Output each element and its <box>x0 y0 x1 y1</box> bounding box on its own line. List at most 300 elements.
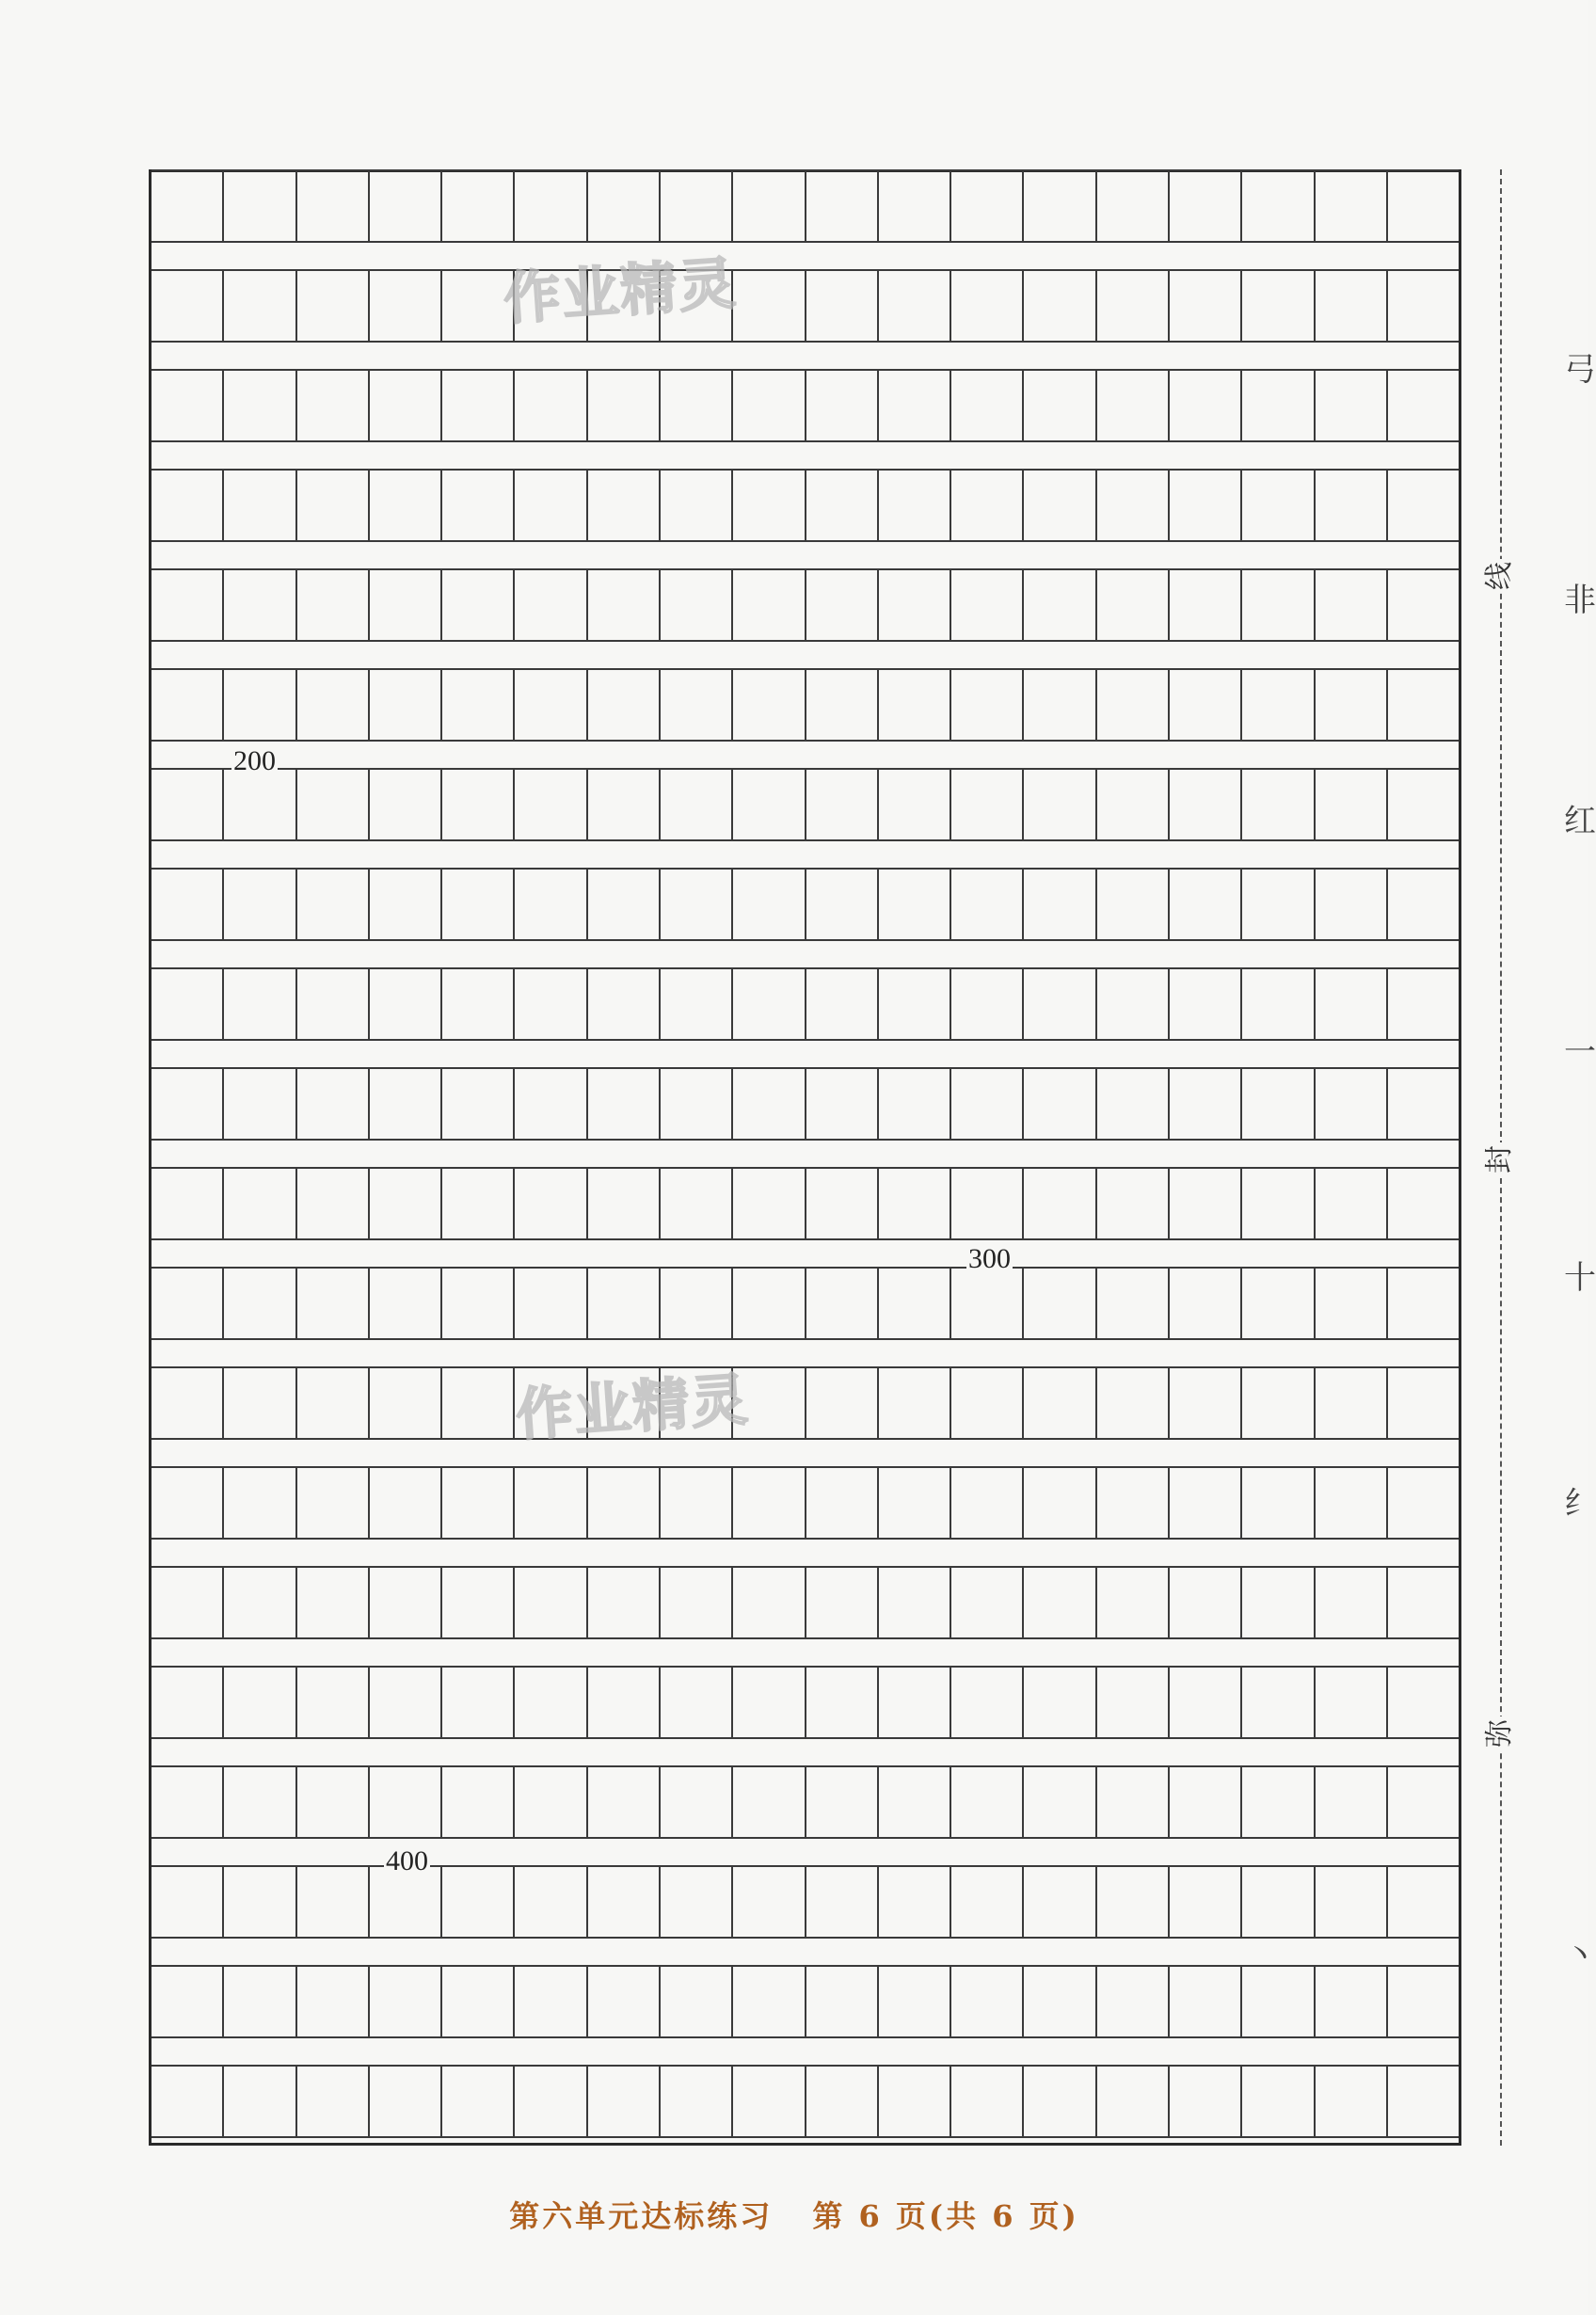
grid-cell[interactable] <box>297 969 370 1039</box>
grid-cell[interactable] <box>806 471 879 540</box>
grid-cell[interactable] <box>806 1368 879 1438</box>
grid-cell[interactable] <box>152 969 224 1039</box>
grid-cell[interactable] <box>515 969 587 1039</box>
grid-cell[interactable] <box>951 2067 1024 2136</box>
grid-cell[interactable] <box>370 1967 442 2036</box>
grid-cell[interactable] <box>515 1967 587 2036</box>
grid-cell[interactable] <box>1316 1468 1388 1538</box>
grid-cell[interactable] <box>1170 1269 1242 1338</box>
grid-cell[interactable] <box>1024 670 1096 740</box>
grid-cell[interactable] <box>224 670 296 740</box>
grid-cell[interactable] <box>951 1568 1024 1637</box>
grid-cell[interactable] <box>1242 2067 1315 2136</box>
grid-cell[interactable] <box>442 1967 515 2036</box>
grid-cell[interactable] <box>442 1568 515 1637</box>
grid-cell[interactable] <box>1097 1767 1170 1837</box>
grid-cell[interactable] <box>224 1867 296 1937</box>
grid-cell[interactable] <box>1388 1867 1459 1937</box>
grid-cell[interactable] <box>806 1069 879 1139</box>
grid-cell[interactable] <box>733 471 806 540</box>
grid-cell[interactable] <box>879 271 951 341</box>
grid-cell[interactable] <box>224 770 296 839</box>
grid-cell[interactable] <box>442 670 515 740</box>
grid-cell[interactable] <box>1097 969 1170 1039</box>
grid-cell[interactable] <box>297 1368 370 1438</box>
grid-cell[interactable] <box>806 570 879 640</box>
grid-cell[interactable] <box>733 670 806 740</box>
grid-cell[interactable] <box>1242 770 1315 839</box>
grid-cell[interactable] <box>224 1069 296 1139</box>
grid-cell[interactable] <box>733 1767 806 1837</box>
grid-cell[interactable] <box>515 1468 587 1538</box>
grid-cell[interactable] <box>515 171 587 241</box>
grid-cell[interactable] <box>224 371 296 440</box>
grid-cell[interactable] <box>951 1169 1024 1238</box>
grid-cell[interactable] <box>515 1269 587 1338</box>
grid-cell[interactable] <box>733 1169 806 1238</box>
grid-cell[interactable] <box>806 1568 879 1637</box>
grid-cell[interactable] <box>1097 1169 1170 1238</box>
grid-cell[interactable] <box>442 1169 515 1238</box>
grid-cell[interactable] <box>951 1867 1024 1937</box>
grid-cell[interactable] <box>370 1368 442 1438</box>
grid-cell[interactable] <box>733 1468 806 1538</box>
grid-cell[interactable] <box>152 870 224 939</box>
grid-cell[interactable] <box>879 969 951 1039</box>
grid-cell[interactable] <box>588 1269 661 1338</box>
grid-cell[interactable] <box>442 2067 515 2136</box>
grid-cell[interactable] <box>224 1269 296 1338</box>
grid-cell[interactable] <box>951 371 1024 440</box>
grid-cell[interactable] <box>661 670 733 740</box>
grid-cell[interactable] <box>1097 271 1170 341</box>
grid-cell[interactable] <box>588 171 661 241</box>
grid-cell[interactable] <box>879 2067 951 2136</box>
grid-cell[interactable] <box>152 1368 224 1438</box>
grid-cell[interactable] <box>733 171 806 241</box>
grid-cell[interactable] <box>1388 870 1459 939</box>
grid-cell[interactable] <box>806 1967 879 2036</box>
grid-cell[interactable] <box>1024 271 1096 341</box>
grid-cell[interactable] <box>1242 1967 1315 2036</box>
grid-cell[interactable] <box>1170 1468 1242 1538</box>
grid-cell[interactable] <box>1388 1767 1459 1837</box>
grid-cell[interactable] <box>442 1069 515 1139</box>
grid-cell[interactable] <box>661 969 733 1039</box>
grid-cell[interactable] <box>879 1468 951 1538</box>
grid-cell[interactable] <box>588 1668 661 1737</box>
grid-cell[interactable] <box>515 770 587 839</box>
grid-cell[interactable] <box>370 670 442 740</box>
grid-cell[interactable] <box>1316 670 1388 740</box>
grid-cell[interactable] <box>661 1468 733 1538</box>
grid-cell[interactable] <box>370 1668 442 1737</box>
grid-cell[interactable] <box>879 1269 951 1338</box>
grid-cell[interactable] <box>297 271 370 341</box>
grid-cell[interactable] <box>951 1269 1024 1338</box>
grid-cell[interactable] <box>806 969 879 1039</box>
grid-cell[interactable] <box>224 1169 296 1238</box>
grid-cell[interactable] <box>224 1368 296 1438</box>
grid-cell[interactable] <box>1024 1767 1096 1837</box>
grid-cell[interactable] <box>297 1269 370 1338</box>
grid-cell[interactable] <box>370 770 442 839</box>
grid-cell[interactable] <box>370 1867 442 1937</box>
grid-cell[interactable] <box>806 1867 879 1937</box>
grid-cell[interactable] <box>1316 1867 1388 1937</box>
grid-cell[interactable] <box>588 1069 661 1139</box>
grid-cell[interactable] <box>879 570 951 640</box>
grid-cell[interactable] <box>297 870 370 939</box>
grid-cell[interactable] <box>1242 1169 1315 1238</box>
grid-cell[interactable] <box>1388 1668 1459 1737</box>
grid-cell[interactable] <box>879 371 951 440</box>
grid-cell[interactable] <box>588 1169 661 1238</box>
grid-cell[interactable] <box>951 171 1024 241</box>
grid-cell[interactable] <box>951 471 1024 540</box>
grid-cell[interactable] <box>442 570 515 640</box>
grid-cell[interactable] <box>806 870 879 939</box>
grid-cell[interactable] <box>1316 1169 1388 1238</box>
grid-cell[interactable] <box>442 1867 515 1937</box>
grid-cell[interactable] <box>1242 471 1315 540</box>
grid-cell[interactable] <box>806 670 879 740</box>
grid-cell[interactable] <box>1097 2067 1170 2136</box>
grid-cell[interactable] <box>297 1069 370 1139</box>
grid-cell[interactable] <box>588 2067 661 2136</box>
grid-cell[interactable] <box>297 471 370 540</box>
grid-cell[interactable] <box>806 271 879 341</box>
grid-cell[interactable] <box>1242 1069 1315 1139</box>
grid-cell[interactable] <box>588 1568 661 1637</box>
grid-cell[interactable] <box>661 1269 733 1338</box>
grid-cell[interactable] <box>588 471 661 540</box>
grid-cell[interactable] <box>1024 1867 1096 1937</box>
grid-cell[interactable] <box>1097 171 1170 241</box>
grid-cell[interactable] <box>661 1867 733 1937</box>
grid-cell[interactable] <box>806 1468 879 1538</box>
grid-cell[interactable] <box>515 1668 587 1737</box>
grid-cell[interactable] <box>1316 271 1388 341</box>
grid-cell[interactable] <box>370 371 442 440</box>
grid-cell[interactable] <box>806 770 879 839</box>
grid-cell[interactable] <box>1316 1069 1388 1139</box>
grid-cell[interactable] <box>224 471 296 540</box>
grid-cell[interactable] <box>515 1568 587 1637</box>
grid-cell[interactable] <box>661 371 733 440</box>
grid-cell[interactable] <box>1024 2067 1096 2136</box>
grid-cell[interactable] <box>152 271 224 341</box>
grid-cell[interactable] <box>733 1967 806 2036</box>
grid-cell[interactable] <box>1097 371 1170 440</box>
grid-cell[interactable] <box>370 2067 442 2136</box>
grid-cell[interactable] <box>1242 870 1315 939</box>
grid-cell[interactable] <box>442 1269 515 1338</box>
grid-cell[interactable] <box>370 171 442 241</box>
grid-cell[interactable] <box>879 1668 951 1737</box>
grid-cell[interactable] <box>152 1568 224 1637</box>
grid-cell[interactable] <box>1388 1568 1459 1637</box>
grid-cell[interactable] <box>951 1368 1024 1438</box>
grid-cell[interactable] <box>806 1767 879 1837</box>
grid-cell[interactable] <box>370 1269 442 1338</box>
grid-cell[interactable] <box>515 670 587 740</box>
grid-cell[interactable] <box>1097 471 1170 540</box>
grid-cell[interactable] <box>1170 371 1242 440</box>
grid-cell[interactable] <box>1170 1568 1242 1637</box>
grid-cell[interactable] <box>1242 271 1315 341</box>
grid-cell[interactable] <box>1316 870 1388 939</box>
grid-cell[interactable] <box>588 371 661 440</box>
grid-cell[interactable] <box>951 1967 1024 2036</box>
grid-cell[interactable] <box>224 171 296 241</box>
grid-cell[interactable] <box>152 171 224 241</box>
grid-cell[interactable] <box>1316 471 1388 540</box>
grid-cell[interactable] <box>661 1767 733 1837</box>
grid-cell[interactable] <box>951 570 1024 640</box>
grid-cell[interactable] <box>1170 171 1242 241</box>
grid-cell[interactable] <box>1024 1668 1096 1737</box>
grid-cell[interactable] <box>733 2067 806 2136</box>
grid-cell[interactable] <box>1242 171 1315 241</box>
grid-cell[interactable] <box>515 870 587 939</box>
grid-cell[interactable] <box>224 969 296 1039</box>
grid-cell[interactable] <box>1097 770 1170 839</box>
grid-cell[interactable] <box>951 870 1024 939</box>
grid-cell[interactable] <box>661 1668 733 1737</box>
grid-cell[interactable] <box>1388 1269 1459 1338</box>
grid-cell[interactable] <box>224 870 296 939</box>
grid-cell[interactable] <box>370 570 442 640</box>
grid-cell[interactable] <box>1024 1468 1096 1538</box>
grid-cell[interactable] <box>879 171 951 241</box>
grid-cell[interactable] <box>152 1069 224 1139</box>
grid-cell[interactable] <box>1170 471 1242 540</box>
grid-cell[interactable] <box>806 1269 879 1338</box>
grid-cell[interactable] <box>152 1668 224 1737</box>
grid-cell[interactable] <box>588 770 661 839</box>
grid-cell[interactable] <box>370 1767 442 1837</box>
grid-cell[interactable] <box>442 1468 515 1538</box>
grid-cell[interactable] <box>442 870 515 939</box>
grid-cell[interactable] <box>1170 1368 1242 1438</box>
grid-cell[interactable] <box>1242 1767 1315 1837</box>
grid-cell[interactable] <box>1170 870 1242 939</box>
grid-cell[interactable] <box>442 471 515 540</box>
grid-cell[interactable] <box>733 1269 806 1338</box>
grid-cell[interactable] <box>1388 1169 1459 1238</box>
grid-cell[interactable] <box>370 969 442 1039</box>
grid-cell[interactable] <box>733 1568 806 1637</box>
grid-cell[interactable] <box>515 1069 587 1139</box>
grid-cell[interactable] <box>588 1468 661 1538</box>
grid-cell[interactable] <box>297 2067 370 2136</box>
grid-cell[interactable] <box>1316 1668 1388 1737</box>
grid-cell[interactable] <box>224 271 296 341</box>
grid-cell[interactable] <box>588 870 661 939</box>
grid-cell[interactable] <box>806 1668 879 1737</box>
grid-cell[interactable] <box>1388 770 1459 839</box>
grid-cell[interactable] <box>1388 1368 1459 1438</box>
grid-cell[interactable] <box>1242 570 1315 640</box>
grid-cell[interactable] <box>297 1867 370 1937</box>
grid-cell[interactable] <box>442 1767 515 1837</box>
grid-cell[interactable] <box>515 471 587 540</box>
grid-cell[interactable] <box>152 1767 224 1837</box>
grid-cell[interactable] <box>224 1668 296 1737</box>
grid-cell[interactable] <box>1316 371 1388 440</box>
grid-cell[interactable] <box>515 1867 587 1937</box>
grid-cell[interactable] <box>1024 969 1096 1039</box>
grid-cell[interactable] <box>879 1069 951 1139</box>
grid-cell[interactable] <box>297 1767 370 1837</box>
grid-cell[interactable] <box>1024 1069 1096 1139</box>
grid-cell[interactable] <box>1388 670 1459 740</box>
grid-cell[interactable] <box>442 1668 515 1737</box>
grid-cell[interactable] <box>1170 271 1242 341</box>
grid-cell[interactable] <box>297 1468 370 1538</box>
grid-cell[interactable] <box>1024 371 1096 440</box>
grid-cell[interactable] <box>370 1568 442 1637</box>
grid-cell[interactable] <box>1316 1967 1388 2036</box>
grid-cell[interactable] <box>152 1169 224 1238</box>
grid-cell[interactable] <box>1170 770 1242 839</box>
grid-cell[interactable] <box>1170 1767 1242 1837</box>
grid-cell[interactable] <box>224 2067 296 2136</box>
grid-cell[interactable] <box>1170 570 1242 640</box>
grid-cell[interactable] <box>1024 1568 1096 1637</box>
grid-cell[interactable] <box>1316 1767 1388 1837</box>
grid-cell[interactable] <box>1024 1967 1096 2036</box>
grid-cell[interactable] <box>1316 1269 1388 1338</box>
grid-cell[interactable] <box>515 371 587 440</box>
grid-cell[interactable] <box>951 1069 1024 1139</box>
grid-cell[interactable] <box>442 371 515 440</box>
grid-cell[interactable] <box>588 670 661 740</box>
grid-cell[interactable] <box>442 171 515 241</box>
grid-cell[interactable] <box>515 2067 587 2136</box>
grid-cell[interactable] <box>879 1568 951 1637</box>
grid-cell[interactable] <box>733 770 806 839</box>
grid-cell[interactable] <box>806 171 879 241</box>
grid-cell[interactable] <box>297 1169 370 1238</box>
grid-cell[interactable] <box>224 1967 296 2036</box>
grid-cell[interactable] <box>879 670 951 740</box>
grid-cell[interactable] <box>588 1967 661 2036</box>
grid-cell[interactable] <box>1242 1867 1315 1937</box>
grid-cell[interactable] <box>297 1967 370 2036</box>
grid-cell[interactable] <box>879 1767 951 1837</box>
grid-cell[interactable] <box>1388 471 1459 540</box>
grid-cell[interactable] <box>152 471 224 540</box>
grid-cell[interactable] <box>152 1269 224 1338</box>
grid-cell[interactable] <box>879 1967 951 2036</box>
grid-cell[interactable] <box>297 770 370 839</box>
grid-cell[interactable] <box>1097 570 1170 640</box>
grid-cell[interactable] <box>370 1468 442 1538</box>
grid-cell[interactable] <box>370 1069 442 1139</box>
grid-cell[interactable] <box>1388 2067 1459 2136</box>
grid-cell[interactable] <box>1170 1668 1242 1737</box>
grid-cell[interactable] <box>1242 670 1315 740</box>
grid-cell[interactable] <box>370 1169 442 1238</box>
grid-cell[interactable] <box>806 1169 879 1238</box>
grid-cell[interactable] <box>1316 2067 1388 2136</box>
grid-cell[interactable] <box>951 670 1024 740</box>
grid-cell[interactable] <box>1024 870 1096 939</box>
grid-cell[interactable] <box>1388 271 1459 341</box>
grid-cell[interactable] <box>152 770 224 839</box>
grid-cell[interactable] <box>588 1867 661 1937</box>
grid-cell[interactable] <box>1024 1368 1096 1438</box>
grid-cell[interactable] <box>879 1867 951 1937</box>
grid-cell[interactable] <box>152 2067 224 2136</box>
grid-cell[interactable] <box>1388 1967 1459 2036</box>
grid-cell[interactable] <box>661 1967 733 2036</box>
grid-cell[interactable] <box>733 1069 806 1139</box>
grid-cell[interactable] <box>152 670 224 740</box>
grid-cell[interactable] <box>1097 1568 1170 1637</box>
grid-cell[interactable] <box>515 1767 587 1837</box>
grid-cell[interactable] <box>733 570 806 640</box>
grid-cell[interactable] <box>879 471 951 540</box>
grid-cell[interactable] <box>733 969 806 1039</box>
grid-cell[interactable] <box>1170 670 1242 740</box>
grid-cell[interactable] <box>951 969 1024 1039</box>
grid-cell[interactable] <box>1242 1468 1315 1538</box>
grid-cell[interactable] <box>879 770 951 839</box>
grid-cell[interactable] <box>951 1668 1024 1737</box>
grid-cell[interactable] <box>806 371 879 440</box>
grid-cell[interactable] <box>1097 1867 1170 1937</box>
grid-cell[interactable] <box>588 570 661 640</box>
grid-cell[interactable] <box>1024 1269 1096 1338</box>
grid-cell[interactable] <box>661 1169 733 1238</box>
grid-cell[interactable] <box>224 1568 296 1637</box>
grid-cell[interactable] <box>588 969 661 1039</box>
grid-cell[interactable] <box>1097 1967 1170 2036</box>
grid-cell[interactable] <box>1242 1368 1315 1438</box>
grid-cell[interactable] <box>1242 969 1315 1039</box>
grid-cell[interactable] <box>1024 570 1096 640</box>
grid-cell[interactable] <box>297 371 370 440</box>
grid-cell[interactable] <box>152 1468 224 1538</box>
grid-cell[interactable] <box>1316 770 1388 839</box>
grid-cell[interactable] <box>224 570 296 640</box>
grid-cell[interactable] <box>1024 770 1096 839</box>
grid-cell[interactable] <box>1316 570 1388 640</box>
grid-cell[interactable] <box>733 371 806 440</box>
grid-cell[interactable] <box>661 1069 733 1139</box>
grid-cell[interactable] <box>297 570 370 640</box>
grid-cell[interactable] <box>1170 969 1242 1039</box>
grid-cell[interactable] <box>1242 371 1315 440</box>
grid-cell[interactable] <box>733 870 806 939</box>
grid-cell[interactable] <box>1097 1668 1170 1737</box>
grid-cell[interactable] <box>1170 2067 1242 2136</box>
grid-cell[interactable] <box>1388 1468 1459 1538</box>
grid-cell[interactable] <box>370 271 442 341</box>
grid-cell[interactable] <box>661 570 733 640</box>
grid-cell[interactable] <box>1316 1568 1388 1637</box>
grid-cell[interactable] <box>1097 1468 1170 1538</box>
grid-cell[interactable] <box>297 171 370 241</box>
grid-cell[interactable] <box>1388 570 1459 640</box>
grid-cell[interactable] <box>588 1767 661 1837</box>
grid-cell[interactable] <box>733 1668 806 1737</box>
grid-cell[interactable] <box>152 570 224 640</box>
grid-cell[interactable] <box>951 271 1024 341</box>
